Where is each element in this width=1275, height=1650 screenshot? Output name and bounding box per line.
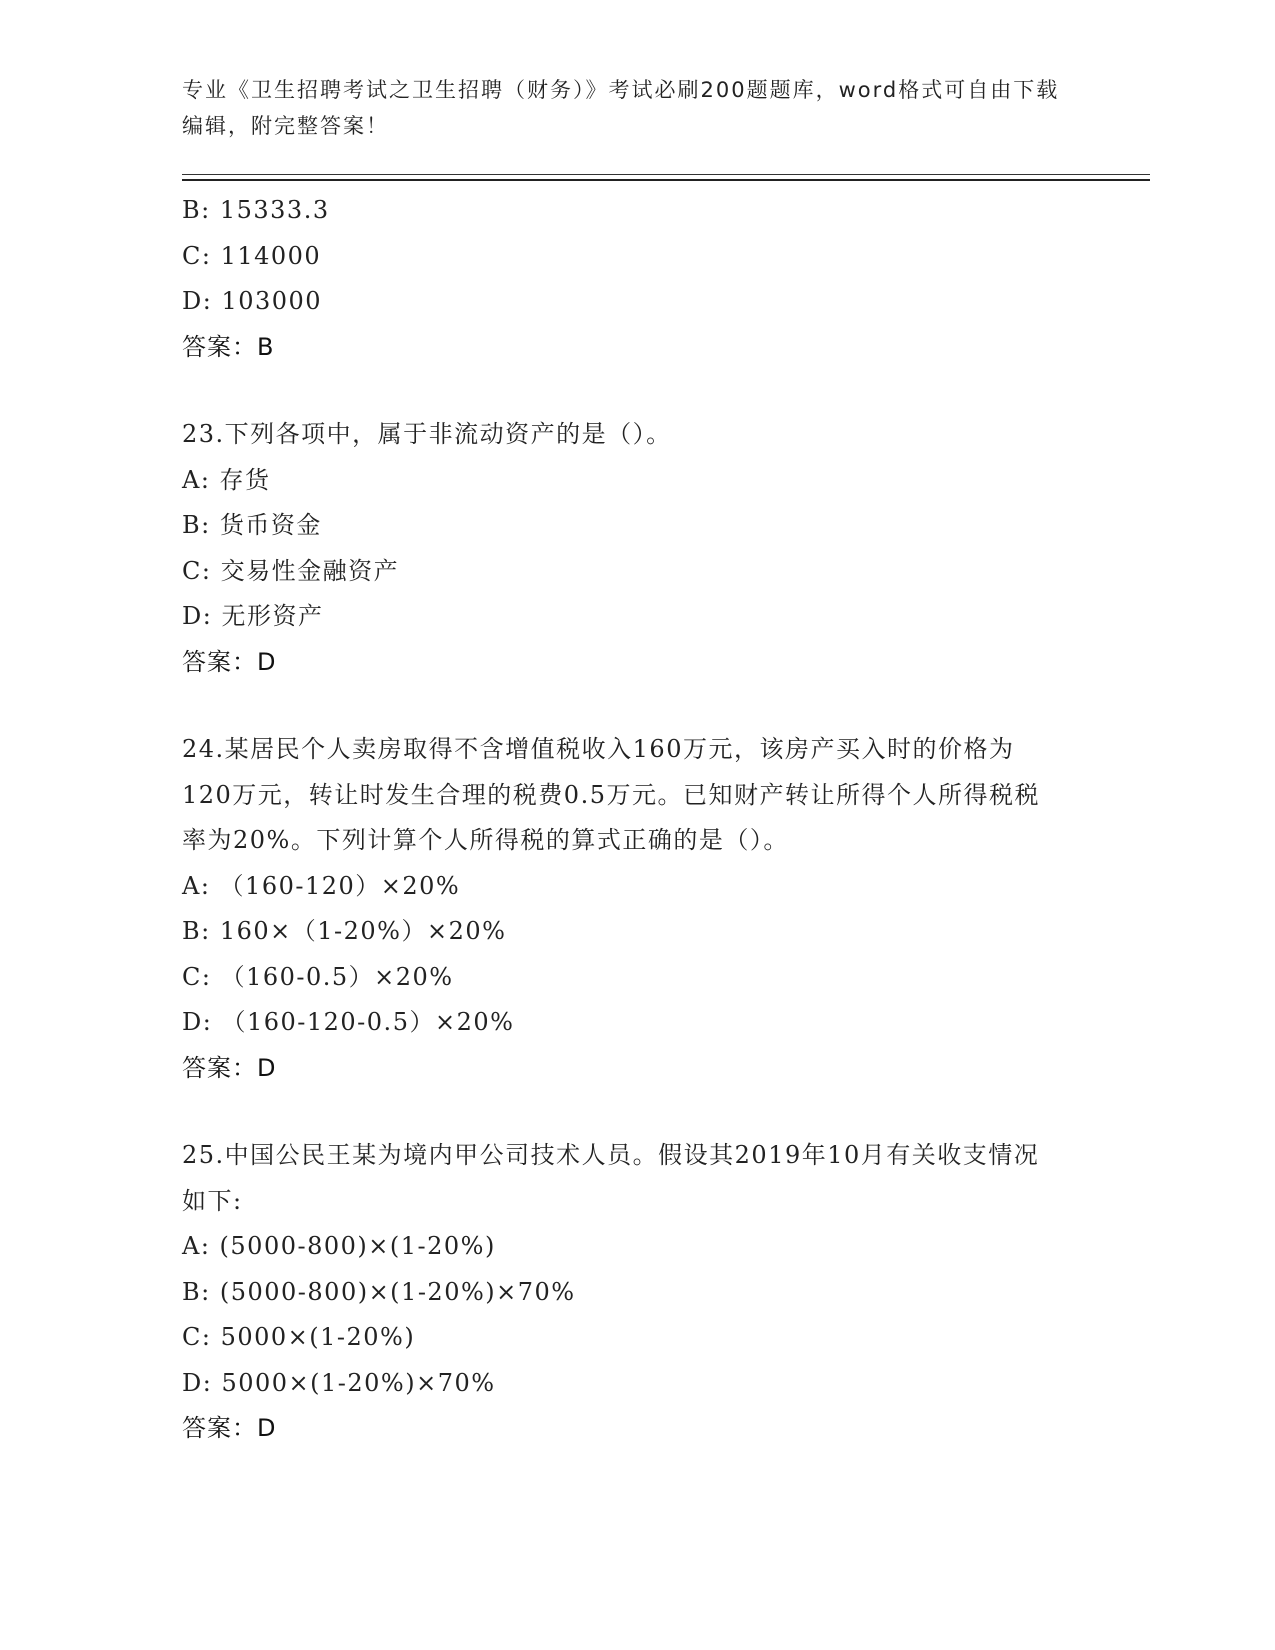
question-24 xyxy=(182,727,1082,1091)
question-22-continued xyxy=(182,188,1082,370)
answer-line: 答案：B xyxy=(182,332,275,361)
header-divider-thick xyxy=(182,179,1150,181)
option-a: A: （160-120）×20% xyxy=(182,871,461,900)
spacer xyxy=(182,1091,1082,1133)
question-stem: 25.中国公民王某为境内甲公司技术人员。假设其2019年10月有关收支情况如下: xyxy=(182,1141,1040,1215)
option-d: D: 无形资产 xyxy=(182,602,324,630)
option-c: C: 114000 xyxy=(182,241,322,270)
option-c: C: 5000×(1-20%) xyxy=(182,1323,416,1351)
option-b: B: 160×（1-20%）×20% xyxy=(182,917,507,945)
option-b: B: 15333.3 xyxy=(182,196,330,224)
header-divider-thin xyxy=(182,174,1150,175)
question-content xyxy=(182,188,1082,1452)
option-c: C: 交易性金融资产 xyxy=(182,556,400,585)
question-23 xyxy=(182,412,1082,685)
answer-line: 答案：D xyxy=(182,1414,277,1442)
question-stem: 23.下列各项中，属于非流动资产的是（）。 xyxy=(182,420,672,448)
option-b: B: (5000-800)×(1-20%)×70% xyxy=(182,1277,576,1306)
spacer xyxy=(182,370,1082,412)
option-c: C: （160-0.5）×20% xyxy=(182,962,454,991)
answer-line: 答案：D xyxy=(182,1053,277,1082)
option-a: A: (5000-800)×(1-20%) xyxy=(182,1232,496,1260)
answer-line: 答案：D xyxy=(182,647,277,676)
question-25 xyxy=(182,1133,1082,1452)
option-a: A: 存货 xyxy=(182,465,271,494)
option-d: D: 5000×(1-20%)×70% xyxy=(182,1368,496,1397)
spacer xyxy=(182,685,1082,727)
document-header: 专业《卫生招聘考试之卫生招聘（财务）》考试必刷200题题库，word格式可自由下载编辑，附完整答案！ xyxy=(182,78,1060,138)
option-d: D: 103000 xyxy=(182,287,323,315)
question-stem: 24.某居民个人卖房取得不含增值税收入160万元，该房产买入时的价格为120万元，转让时发生合理的税费0.5万元。已知财产转让所得个人所得税税率为20%。下列计算个人所得税的算式正确的是（）。 xyxy=(182,735,1040,854)
option-b: B: 货币资金 xyxy=(182,511,322,539)
option-d: D: （160-120-0.5）×20% xyxy=(182,1008,515,1036)
